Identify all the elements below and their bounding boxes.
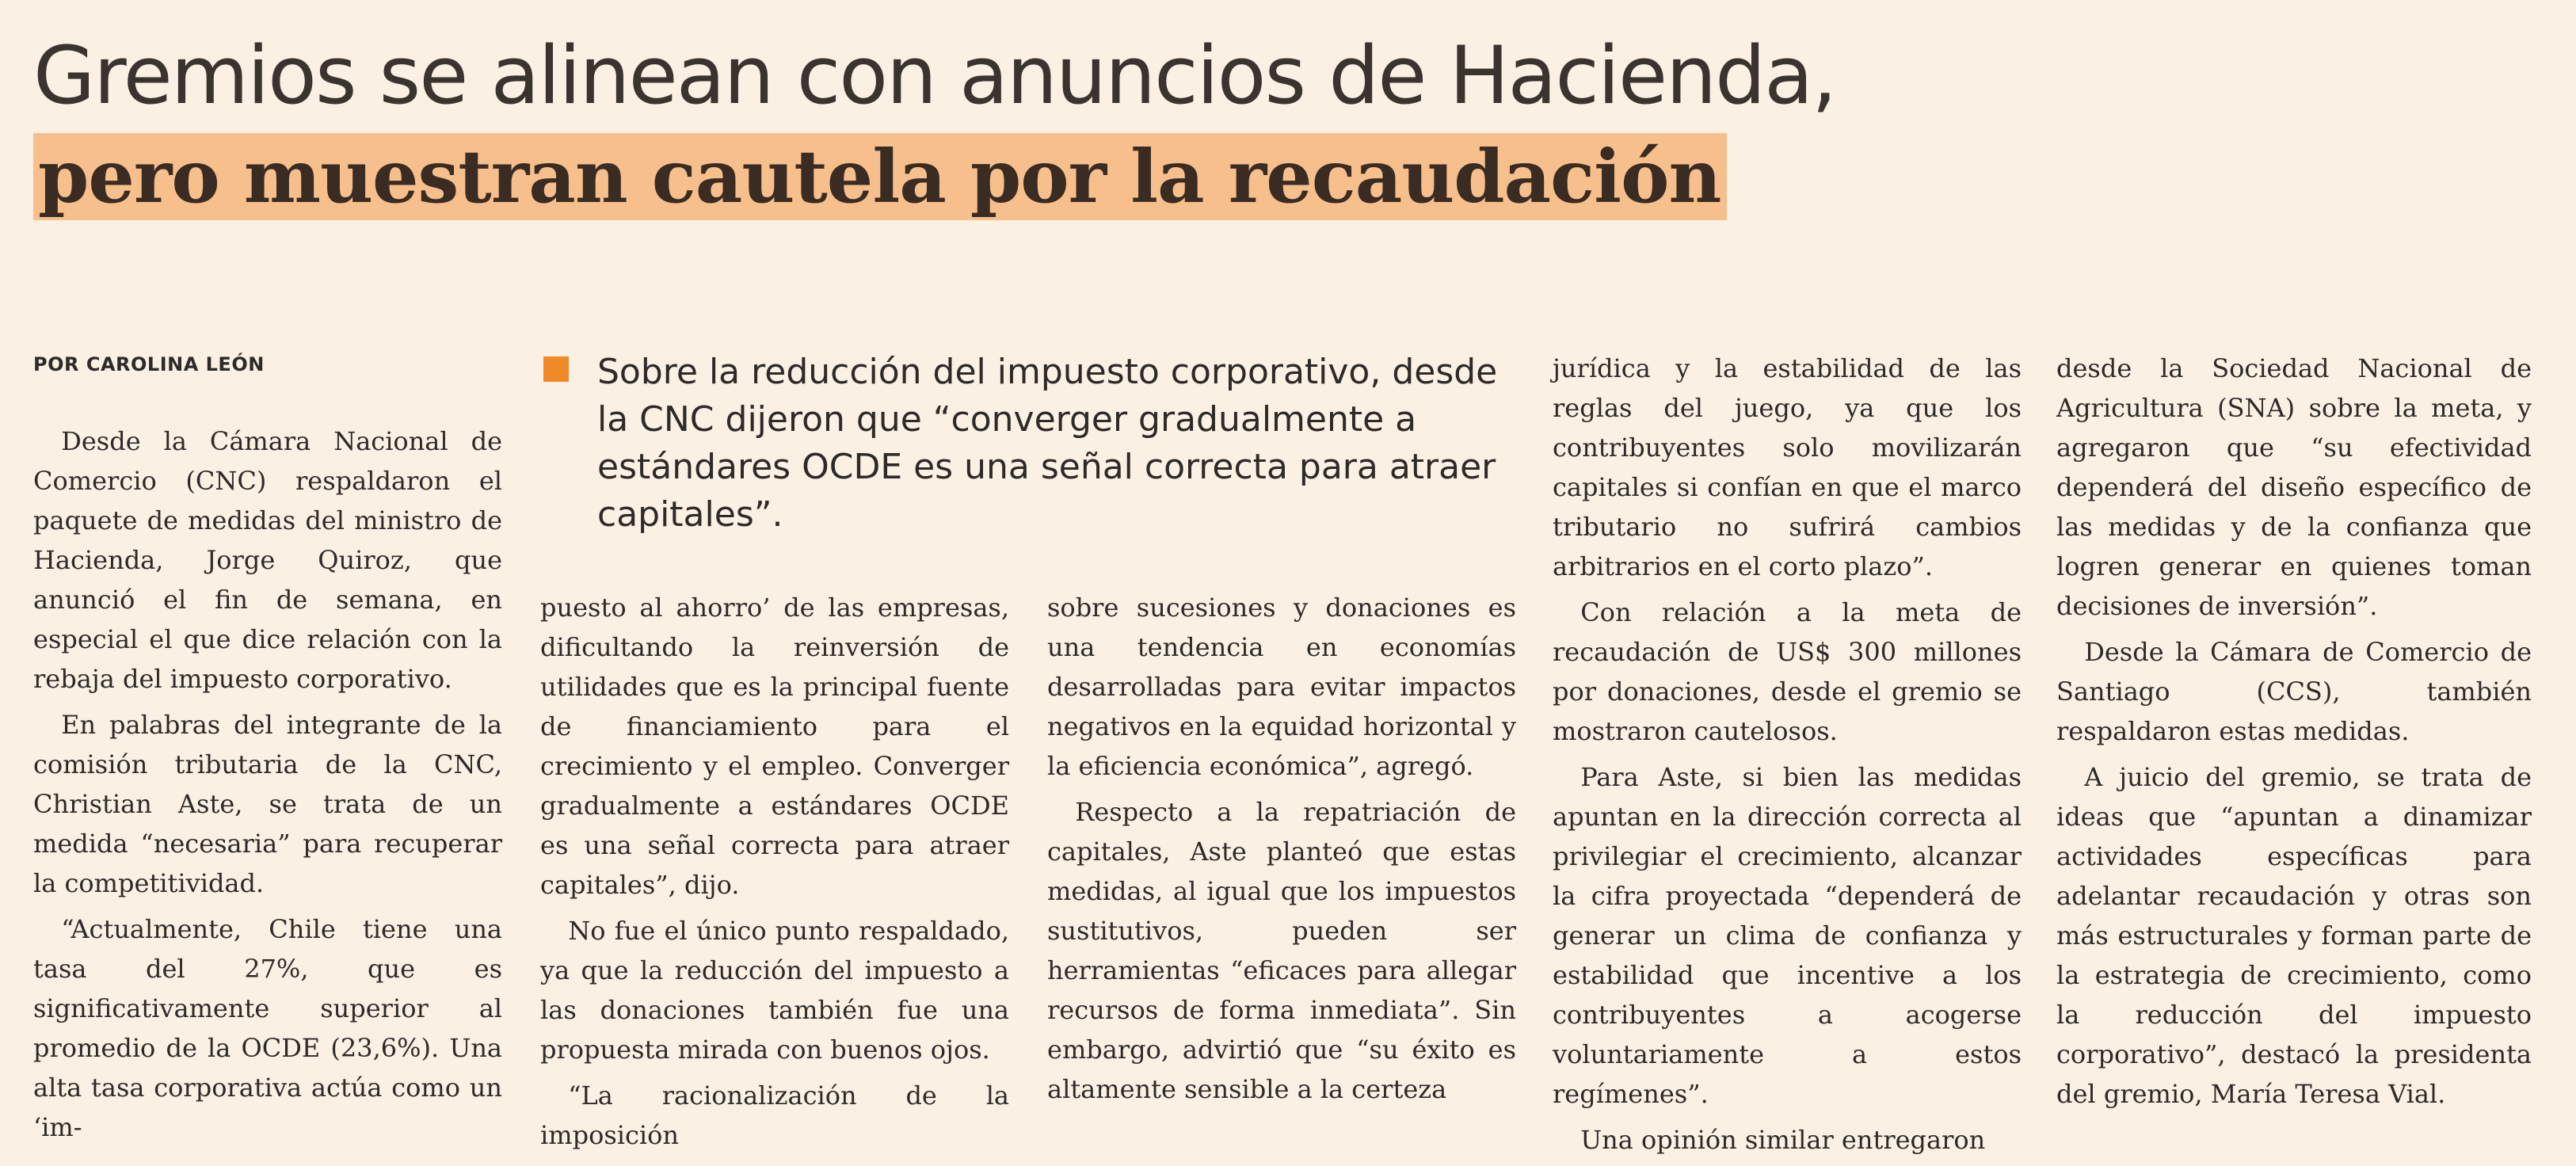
paragraph: “La racionalización de la imposición [540, 1080, 1009, 1150]
paragraph: sobre sucesiones y donaciones es una tendencia en economías desarrolladas para evitar impactos negativos en la equidad horizontal y la eficiencia económica”, agregó. [1047, 593, 1516, 781]
headline-line-1: Gremios se alinean con anuncios de Hacienda, [33, 29, 1836, 122]
paragraph: puesto al ahorro’ de las empresas, dificultando la reinversión de utilidades que es la principal fuente de financiamiento para el crecimiento y el empleo. Converger gradualmente a estándares OCDE es una señal correcta para atraer capitales”, dijo. [540, 593, 1009, 900]
paragraph: No fue el único punto respaldado, ya que la reducción del impuesto a las donaciones también fue una propuesta mirada con buenos ojos. [540, 916, 1009, 1065]
article-column-5 [2056, 349, 2532, 1120]
paragraph: Respecto a la repatriación de capitales, Aste planteó que estas medidas, al igual que los impuestos sustitutivos, pueden ser herramientas “eficaces para allegar recursos de forma inmediata”. Sin embargo, advirtió que “su éxito es altamente sensible a la certeza [1047, 797, 1516, 1104]
paragraph: Desde la Cámara de Comercio de Santiago (CCS), también respaldaron estas medidas. [2056, 637, 2532, 746]
pull-quote-text: Sobre la reducción del impuesto corporativo, desde la CNC dijeron que “converger gradualmente a estándares OCDE es una señal correcta para atraer capitales”. [597, 352, 1498, 535]
orange-square-icon [543, 356, 569, 382]
paragraph: En palabras del integrante de la comisión tributaria de la CNC, Christian Aste, se trata de un medida “necesaria” para recuperar la competitividad. [33, 710, 502, 898]
headline-line-2-highlighted: pero muestran cautela por la recaudación [33, 133, 1727, 220]
article-column-3 [1047, 588, 1516, 1115]
paragraph: Desde la Cámara Nacional de Comercio (CNC) respaldaron el paquete de medidas del ministro de Hacienda, Jorge Quiroz, que anunció el fin de semana, en especial el que dice relación con la rebaja del impuesto corporativo. [33, 426, 502, 694]
paragraph: Para Aste, si bien las medidas apuntan en la dirección correcta al privilegiar el crecimiento, alcanzar la cifra proyectada “dependerá de generar un clima de confianza y estabilidad que incentive a los contribuyentes a acogerse voluntariamente a estos regímenes”. [1553, 762, 2022, 1109]
headline [33, 24, 2489, 220]
article-column-1 [33, 421, 502, 1153]
paragraph: jurídica y la estabilidad de las reglas del juego, ya que los contribuyentes solo movilizarán capitales si confían en que el marco tributario no sufrirá cambios arbitrarios en el corto plazo”. [1553, 353, 2022, 581]
article-column-2 [540, 588, 1009, 1161]
byline: POR CAROLINA LEÓN [33, 353, 265, 375]
paragraph: desde la Sociedad Nacional de Agricultura (SNA) sobre la meta, y agregaron que “su efectividad dependerá del diseño específico de las medidas y de la confianza que logren generar en quienes toman decisiones de inversión”. [2056, 353, 2532, 621]
pull-quote [543, 349, 1526, 539]
paragraph: Con relación a la meta de recaudación de US$ 300 millones por donaciones, desde el gremio se mostraron cautelosos. [1553, 597, 2022, 746]
paragraph: “Actualmente, Chile tiene una tasa del 27%, que es significativamente superior al promedio de la OCDE (23,6%). Una alta tasa corporativa actúa como un ‘im- [33, 914, 502, 1142]
paragraph: Una opinión similar entregaron [1580, 1125, 1986, 1155]
article-column-4 [1553, 349, 2022, 1166]
paragraph: A juicio del gremio, se trata de ideas que “apuntan a dinamizar actividades específicas para adelantar recaudación y otras son más estructurales y forman parte de la estrategia de crecimiento, como la reducción del impuesto corporativo”, destacó la presidenta del gremio, María Teresa Vial. [2056, 762, 2532, 1109]
